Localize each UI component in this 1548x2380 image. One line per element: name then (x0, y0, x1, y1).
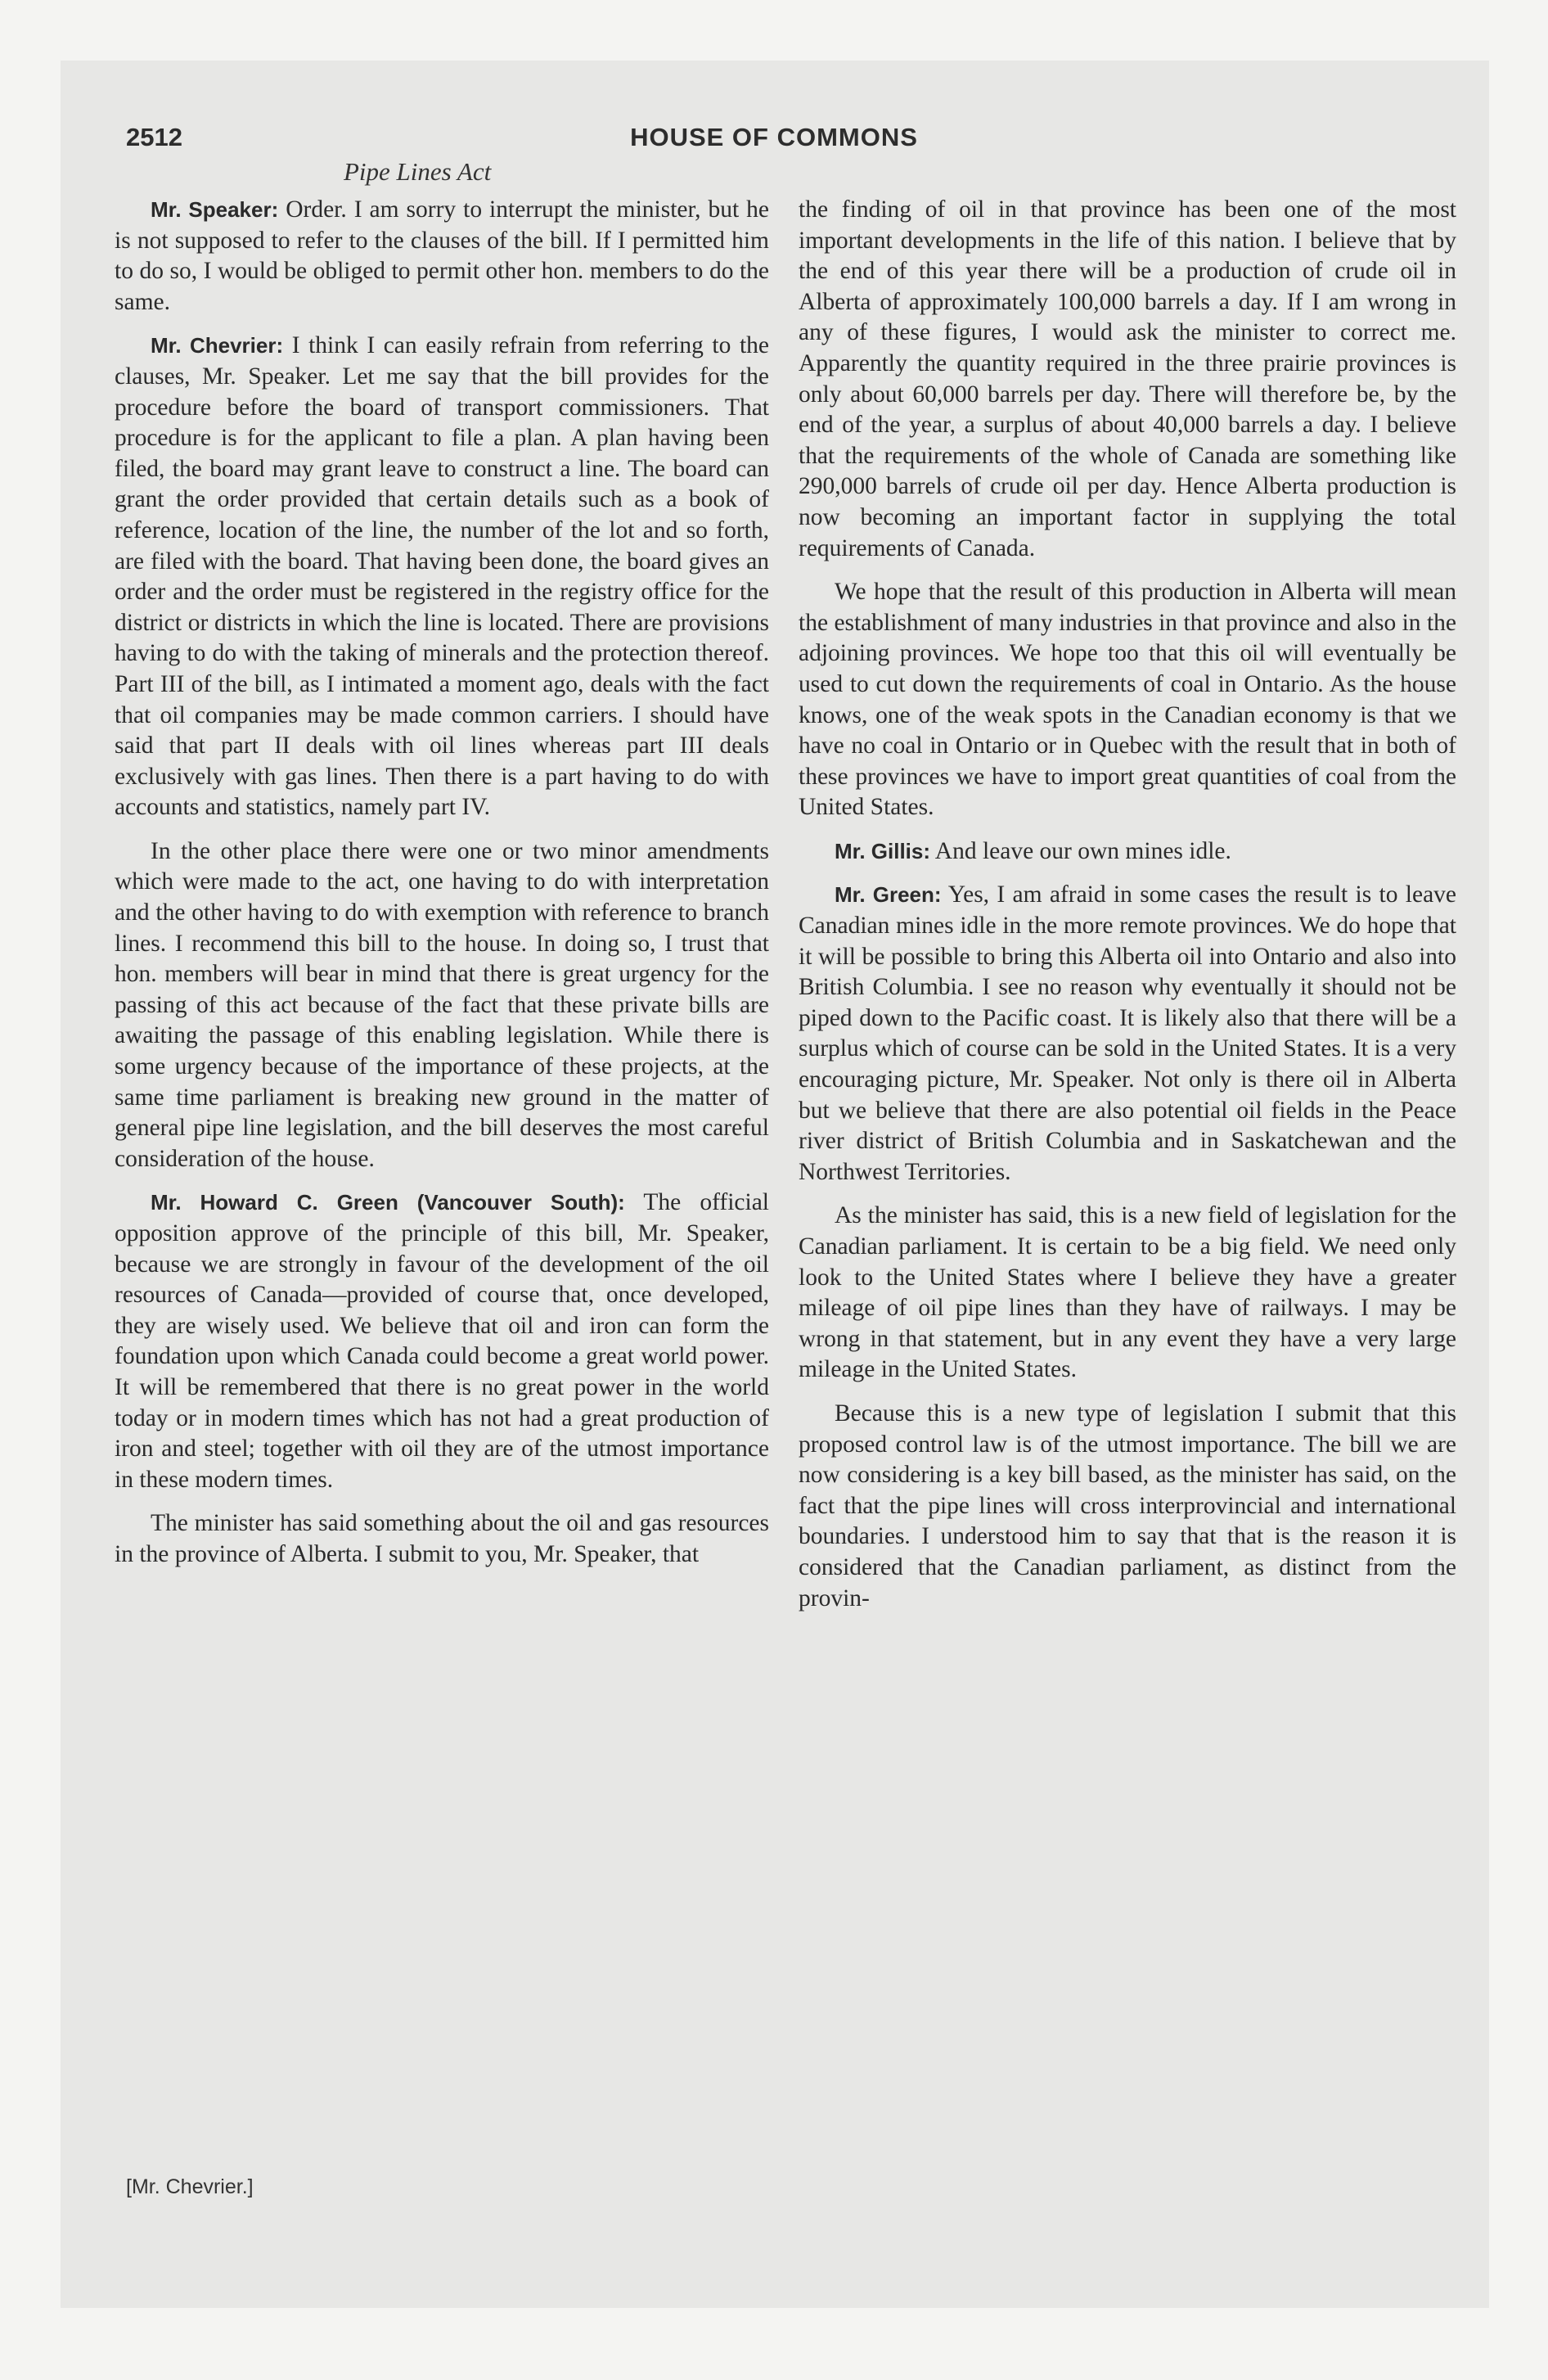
speaker-name: Mr. Green: (835, 882, 942, 908)
paragraph-text: Order. I am sorry to interrupt the minister, but he is not supposed to refer to the clauses of the bill. If I permitted him to do so, I would be obliged to permit other hon. members to do the same. (115, 196, 769, 315)
paragraph (115, 195, 769, 318)
paragraph (799, 880, 1456, 1188)
paragraph (799, 836, 1456, 868)
page-title: HOUSE OF COMMONS (630, 123, 918, 151)
paragraph (115, 1188, 769, 1495)
paragraph (799, 1201, 1456, 1386)
paragraph (799, 195, 1456, 564)
paragraph-text: And leave our own mines idle. (930, 837, 1231, 864)
footer-speaker-reference: [Mr. Chevrier.] (126, 2175, 254, 2198)
paragraph (115, 836, 769, 1175)
paragraph-text: In the other place there were one or two minor amendments which were made to the act, one having to do with interpretation and the other having to do with exemption with reference to branch lines. I recommend this bill to the house. In doing so, I trust that hon. members will bear in mind that there is great urgency for the passing of this act because of the fact that these private bills are awaiting the passage of this enabling legislation. While there is some urgency because of the importance of these projects, at the same time parliament is breaking new ground in the matter of general pipe line legislation, and the bill deserves the most careful consideration of the house. (115, 837, 769, 1172)
speaker-name: Mr. Howard C. Green (Vancouver South): (151, 1190, 625, 1215)
left-column (115, 195, 769, 1584)
paragraph-text: The official opposition approve of the principle of this bill, Mr. Speaker, because we are strongly in favour of the development of the oil resources of Canada—provided of course that, once developed, they are wisely used. We believe that oil and iron can form the foundation upon which Canada could become a great world power. It will be remembered that there is no great power in the world today or in modern times which has not had a great production of iron and steel; together with oil they are of the utmost importance in these modern times. (115, 1189, 769, 1493)
paragraph-text: The minister has said something about the oil and gas resources in the province of Alberta. I submit to you, Mr. Speaker, that (115, 1510, 769, 1567)
right-column (799, 195, 1456, 1627)
paragraph-text: I think I can easily refrain from referring to the clauses, Mr. Speaker. Let me say that the bill provides for the procedure before the board of transport commissioners. That procedure is for the applicant to file a plan. A plan having been filed, the board may grant leave to construct a line. The board can grant the order provided that certain details such as a book of reference, location of the line, the number of the lot and so forth, are filed with the board. That having been done, the board gives an order and the order must be registered in the registry office for the district or districts in which the line is located. There are provisions having to do with the taking of minerals and the protection thereof. Part III of the bill, as I intimated a moment ago, deals with the fact that oil companies may be made common carriers. I should have said that part II deals with oil lines whereas part III deals exclusively with gas lines. Then there is a part having to do with accounts and statistics, namely part IV. (115, 332, 769, 821)
paragraph-text: Because this is a new type of legislation I submit that this proposed control law is of the utmost importance. The bill we are now considering is a key bill based, as the minister has said, on the fact that the pipe lines will cross interprovincial and international boundaries. I understood him to say that that is the reason it is considered that the Canadian parliament, as distinct from the provin- (799, 1400, 1456, 1611)
paragraph-text: the finding of oil in that province has been one of the most important developments in the life of this nation. I believe that by the end of this year there will be a production of crude oil in Alberta of approximately 100,000 barrels a day. If I am wrong in any of these figures, I would ask the minister to correct me. Apparently the quantity required in the three prairie provinces is only about 60,000 barrels per day. There will therefore be, by the end of the year, a surplus of about 40,000 barrels a day. I believe that the requirements of the whole of Canada are something like 290,000 barrels of crude oil per day. Hence Alberta production is now becoming an important factor in supplying the total requirements of Canada. (799, 196, 1456, 561)
paragraph (115, 1508, 769, 1570)
page-number: 2512 (126, 123, 182, 151)
paragraph (115, 331, 769, 823)
paragraph-text: As the minister has said, this is a new field of legislation for the Canadian parliament. It is certain to be a big field. We need only look to the United States where I believe they have a greater mileage of oil pipe lines than they have of railways. I may be wrong in that statement, but in any event they have a very large mileage in the United States. (799, 1202, 1456, 1383)
paragraph (799, 1399, 1456, 1614)
paragraph (799, 577, 1456, 823)
paragraph-text: Yes, I am afraid in some cases the result is to leave Canadian mines idle in the more remote provinces. We do hope that it will be possible to bring this Alberta oil into Ontario and also into British Columbia. I see no reason why eventually it should not be piped down to the Pacific coast. It is likely also that there will be a surplus which of course can be sold in the United States. It is a very encouraging picture, Mr. Speaker. Not only is there oil in Alberta but we believe that there are also potential oil fields in the Peace river district of British Columbia and in Saskatchewan and the Northwest Territories. (799, 881, 1457, 1185)
speaker-name: Mr. Chevrier: (151, 333, 284, 358)
speaker-name: Mr. Gillis: (835, 838, 931, 863)
paragraph-text: We hope that the result of this production in Alberta will mean the establishment of many industries in that province and also in the adjoining provinces. We hope too that this oil will eventually be used to cut down the requirements of coal in Ontario. As the house knows, one of the weak spots in the Canadian economy is that we have no coal in Ontario or in Quebec with the result that in both of these provinces we have to import great quantities of coal from the United States. (799, 579, 1456, 821)
speaker-name: Mr. Speaker: (151, 197, 279, 222)
section-subheading: Pipe Lines Act (344, 157, 492, 186)
